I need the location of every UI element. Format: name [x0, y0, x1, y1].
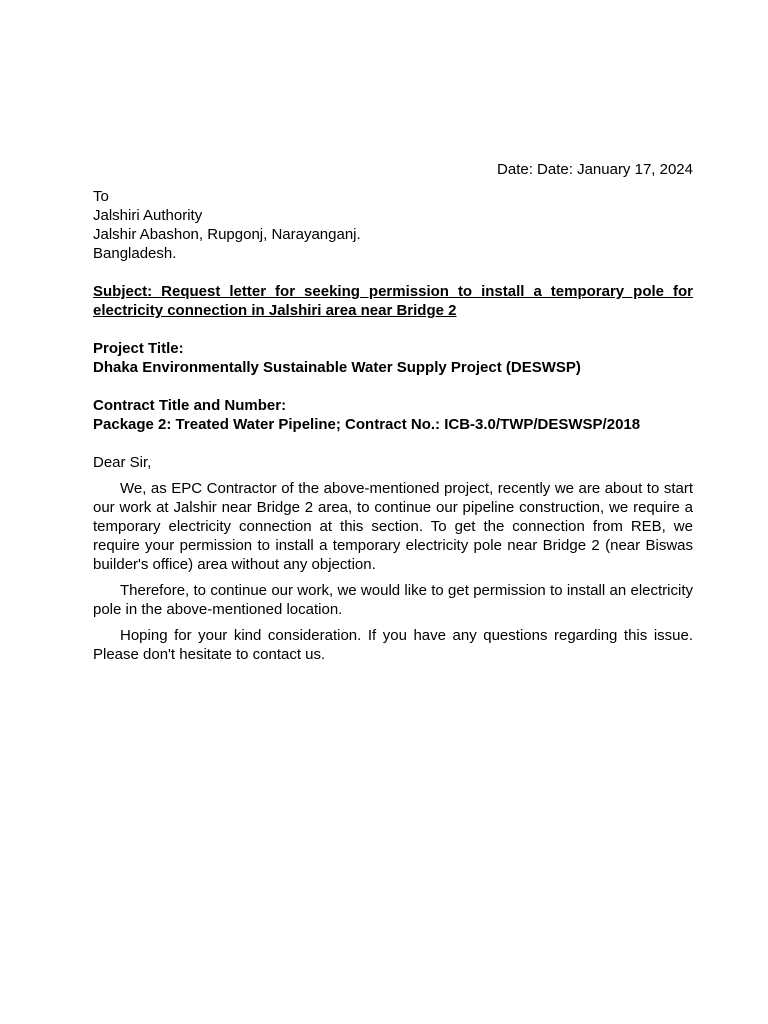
project-title-block	[93, 339, 693, 377]
recipient-address	[93, 187, 693, 263]
body-paragraph: We, as EPC Contractor of the above-mentioned project, recently we are about to start our work at Jalshir near Bridge 2 area, to continue our pipeline construction, we require a temporary electricity connection at this section. To get the connection from REB, we require your permission to install a temporary electricity pole near Bridge 2 (near Biswas builder's office) area without any objection.	[93, 480, 693, 573]
recipient-country: Bangladesh.	[93, 245, 177, 262]
contract-value: Package 2: Treated Water Pipeline; Contract No.: ICB-3.0/TWP/DESWSP/2018	[93, 416, 641, 433]
salutation: Dear Sir,	[93, 454, 152, 471]
recipient-name: Jalshiri Authority	[93, 207, 203, 224]
letter-page	[93, 160, 693, 664]
recipient-address-line: Jalshir Abashon, Rupgonj, Narayanganj.	[93, 226, 361, 243]
project-title-value: Dhaka Environmentally Sustainable Water Supply Project (DESWSP)	[93, 359, 581, 376]
recipient-to: To	[93, 188, 109, 205]
body-paragraph: Hoping for your kind consideration. If you have any questions regarding this issue. Please don't hesitate to contact us.	[93, 627, 693, 663]
letter-subject: Subject: Request letter for seeking permission to install a temporary pole for electricity connection in Jalshiri area near Bridge 2	[93, 283, 693, 319]
contract-block	[93, 396, 693, 434]
letter-date: Date: Date: January 17, 2024	[497, 161, 693, 178]
contract-label: Contract Title and Number:	[93, 397, 287, 414]
project-title-label: Project Title:	[93, 340, 184, 357]
body-paragraph: Therefore, to continue our work, we would like to get permission to install an electricity pole in the above-mentioned location.	[93, 582, 693, 618]
